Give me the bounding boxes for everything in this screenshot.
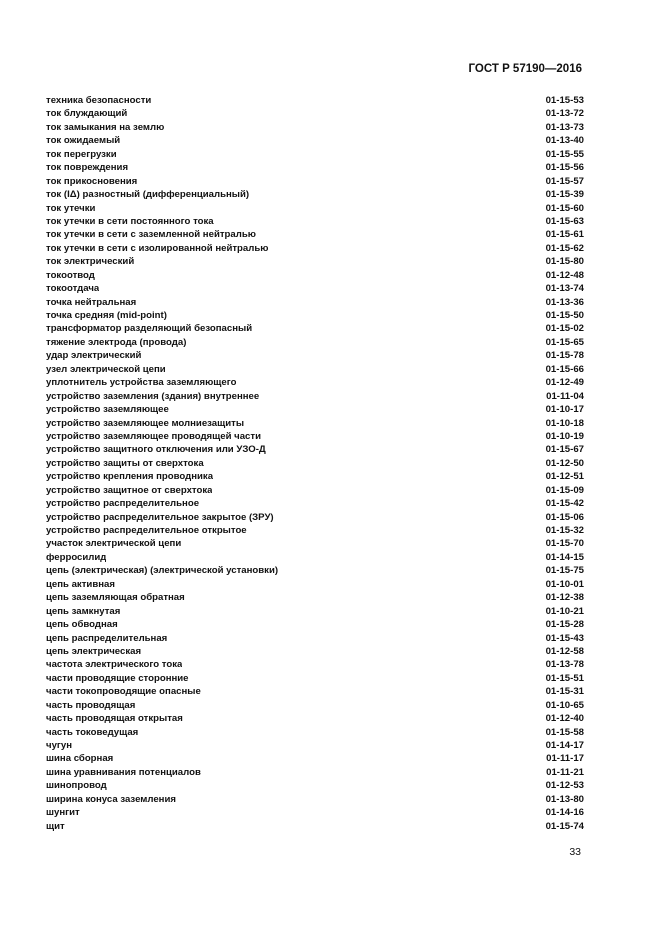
index-term: цепь электрическая [46,645,142,657]
index-term: устройство заземляющее проводящей части [46,430,261,442]
index-term: цепь обводная [46,619,118,631]
index-term: ток блуждающий [46,108,128,120]
index-code: 01-10-17 [545,404,584,416]
index-entry [46,806,584,819]
index-term: шина уравнивания потенциалов [46,766,201,778]
index-entry [46,282,584,295]
index-code: 01-15-70 [545,538,584,550]
index-term: цепь замкнутая [46,605,121,617]
index-entry [46,672,584,685]
index-entry [46,202,584,215]
index-entry [46,215,584,228]
index-entry [46,779,584,792]
index-term: ток перегрузки [46,148,117,160]
index-entry [46,564,584,577]
index-entry [46,161,584,174]
index-entry [46,591,584,604]
index-entry [46,457,584,470]
index-entry [46,766,584,779]
index-code: 01-12-49 [545,377,584,389]
index-entry [46,537,584,550]
index-term: ток электрический [46,256,135,268]
index-entry [46,269,584,282]
index-term: трансформатор разделяющий безопасный [46,323,253,335]
index-entry [46,551,584,564]
index-term: часть проводящая [46,699,136,711]
index-code: 01-15-60 [545,202,584,214]
index-term: частота электрического тока [46,659,183,671]
index-term: устройство крепления проводника [46,471,214,483]
index-term: шинопровод [46,780,107,792]
index-entry [46,309,584,322]
index-entry [46,336,584,349]
index-term: ток ожидаемый [46,135,121,147]
index-code: 01-10-65 [545,699,584,711]
index-entry [46,658,584,671]
index-term: ферросилид [46,551,107,563]
index-code: 01-15-31 [545,686,584,698]
index-code: 01-15-02 [545,323,584,335]
index-entry [46,752,584,765]
index-code: 01-15-09 [545,484,584,496]
index-term: части проводящие сторонние [46,672,189,684]
index-entry [46,618,584,631]
index-term: тяжение электрода (провода) [46,336,187,348]
index-code: 01-15-61 [545,229,584,241]
index-term: часть проводящая открытая [46,713,183,725]
index-code: 01-15-63 [545,215,584,227]
index-code: 01-13-73 [545,121,584,133]
index-code: 01-12-50 [545,457,584,469]
index-entry [46,121,584,134]
index-entry [46,363,584,376]
index-entry [46,645,584,658]
index-code: 01-15-50 [545,310,584,321]
term-index-list [46,94,584,833]
index-code: 01-15-53 [545,95,584,106]
index-term: устройство распределительное [46,498,200,510]
index-entry [46,578,584,591]
index-code: 01-13-80 [545,793,584,805]
index-entry [46,739,584,752]
index-entry [46,188,584,201]
index-term: устройство заземляющее [46,404,169,416]
index-term: цепь активная [46,578,115,590]
index-term: ток (IΔ) разностный (дифференциальный) [46,189,250,201]
index-entry [46,403,584,416]
index-term: ширина конуса заземления [46,793,176,805]
index-entry [46,228,584,241]
index-term: устройство защитного отключения или УЗО-Д [46,444,266,456]
index-code: 01-13-40 [545,135,584,147]
index-entry [46,148,584,161]
index-entry [46,470,584,483]
index-code: 01-12-51 [545,471,584,483]
index-code: 01-15-62 [545,242,584,254]
index-term: ток утечки в сети с изолированной нейтралью [46,242,269,254]
index-term: ток утечки в сети с заземленной нейтралью [46,229,256,241]
index-entry [46,175,584,188]
index-entry [46,255,584,268]
index-entry [46,699,584,712]
index-term: техника безопасности [46,95,152,106]
index-term: устройство защитное от сверхтока [46,484,213,496]
index-entry [46,430,584,443]
index-entry [46,605,584,618]
index-code: 01-12-58 [545,645,584,657]
index-code: 01-15-51 [545,672,584,684]
index-term: чугун [46,740,73,751]
index-code: 01-15-56 [545,162,584,174]
index-code: 01-13-36 [545,296,584,308]
index-entry [46,322,584,335]
index-code: 01-11-21 [546,766,584,778]
index-code: 01-15-80 [545,256,584,268]
index-term: щит [46,820,65,832]
index-entry [46,726,584,739]
index-code: 01-11-04 [546,390,584,402]
index-code: 01-15-74 [545,820,584,832]
index-term: цепь (электрическая) (электрической установки) [46,565,279,577]
index-term: токоотдача [46,283,100,295]
index-code: 01-15-39 [545,189,584,201]
index-entry [46,376,584,389]
index-code: 01-15-75 [545,565,584,577]
index-code: 01-15-78 [545,350,584,362]
index-code: 01-13-72 [545,108,584,120]
index-term: шина сборная [46,753,114,765]
index-entry [46,417,584,430]
index-entry [46,820,584,833]
index-term: уплотнитель устройства заземляющего [46,377,237,389]
standard-header: ГОСТ Р 57190—2016 [468,63,582,75]
index-entry [46,107,584,120]
index-entry [46,793,584,806]
index-entry [46,524,584,537]
index-entry [46,484,584,497]
index-code: 01-15-66 [545,363,584,375]
index-code: 01-15-55 [545,148,584,160]
index-code: 01-14-16 [545,807,584,819]
index-code: 01-14-15 [545,551,584,563]
index-term: точка средняя (mid-point) [46,310,167,321]
index-code: 01-10-18 [545,417,584,429]
index-code: 01-12-40 [545,713,584,725]
index-code: 01-10-21 [545,605,584,617]
index-term: узел электрической цепи [46,363,166,375]
index-term: часть токоведущая [46,726,139,738]
index-code: 01-11-17 [546,753,584,765]
index-code: 01-12-48 [545,269,584,281]
index-term: ток утечки в сети постоянного тока [46,215,214,227]
index-term: точка нейтральная [46,296,137,308]
index-entry [46,443,584,456]
index-term: цепь распределительная [46,632,168,644]
index-code: 01-15-43 [545,632,584,644]
index-term: шунгит [46,807,80,819]
index-entry [46,390,584,403]
index-code: 01-15-06 [545,511,584,523]
index-term: устройство защиты от сверхтока [46,457,204,469]
index-code: 01-13-78 [545,659,584,671]
index-code: 01-14-17 [545,740,584,751]
index-code: 01-13-74 [545,283,584,295]
index-term: ток замыкания на землю [46,121,165,133]
index-entry [46,134,584,147]
index-term: ток утечки [46,202,96,214]
index-entry [46,632,584,645]
index-entry [46,94,584,107]
index-code: 01-15-28 [545,619,584,631]
index-entry [46,296,584,309]
index-code: 01-15-67 [545,444,584,456]
index-entry [46,511,584,524]
index-term: устройство заземления (здания) внутреннее [46,390,260,402]
index-code: 01-15-42 [545,498,584,510]
index-term: токоотвод [46,269,95,281]
index-term: цепь заземляющая обратная [46,592,185,604]
index-code: 01-15-58 [545,726,584,738]
index-term: ток прикосновения [46,175,138,187]
index-term: устройство заземляющее молниезащиты [46,417,245,429]
index-code: 01-15-65 [545,336,584,348]
index-code: 01-12-38 [545,592,584,604]
index-entry [46,712,584,725]
index-term: устройство распределительное открытое [46,525,247,536]
index-entry [46,242,584,255]
index-code: 01-10-19 [545,430,584,442]
index-code: 01-15-32 [545,525,584,536]
page-number: 33 [569,846,581,858]
index-code: 01-15-57 [545,175,584,187]
index-term: части токопроводящие опасные [46,686,201,698]
index-term: устройство распределительное закрытое (ЗРУ) [46,511,274,523]
index-code: 01-12-53 [545,780,584,792]
index-term: участок электрической цепи [46,538,182,550]
index-entry [46,349,584,362]
index-term: удар электрический [46,350,142,362]
index-entry [46,685,584,698]
index-entry [46,497,584,510]
index-term: ток повреждения [46,162,129,174]
index-code: 01-10-01 [545,578,584,590]
